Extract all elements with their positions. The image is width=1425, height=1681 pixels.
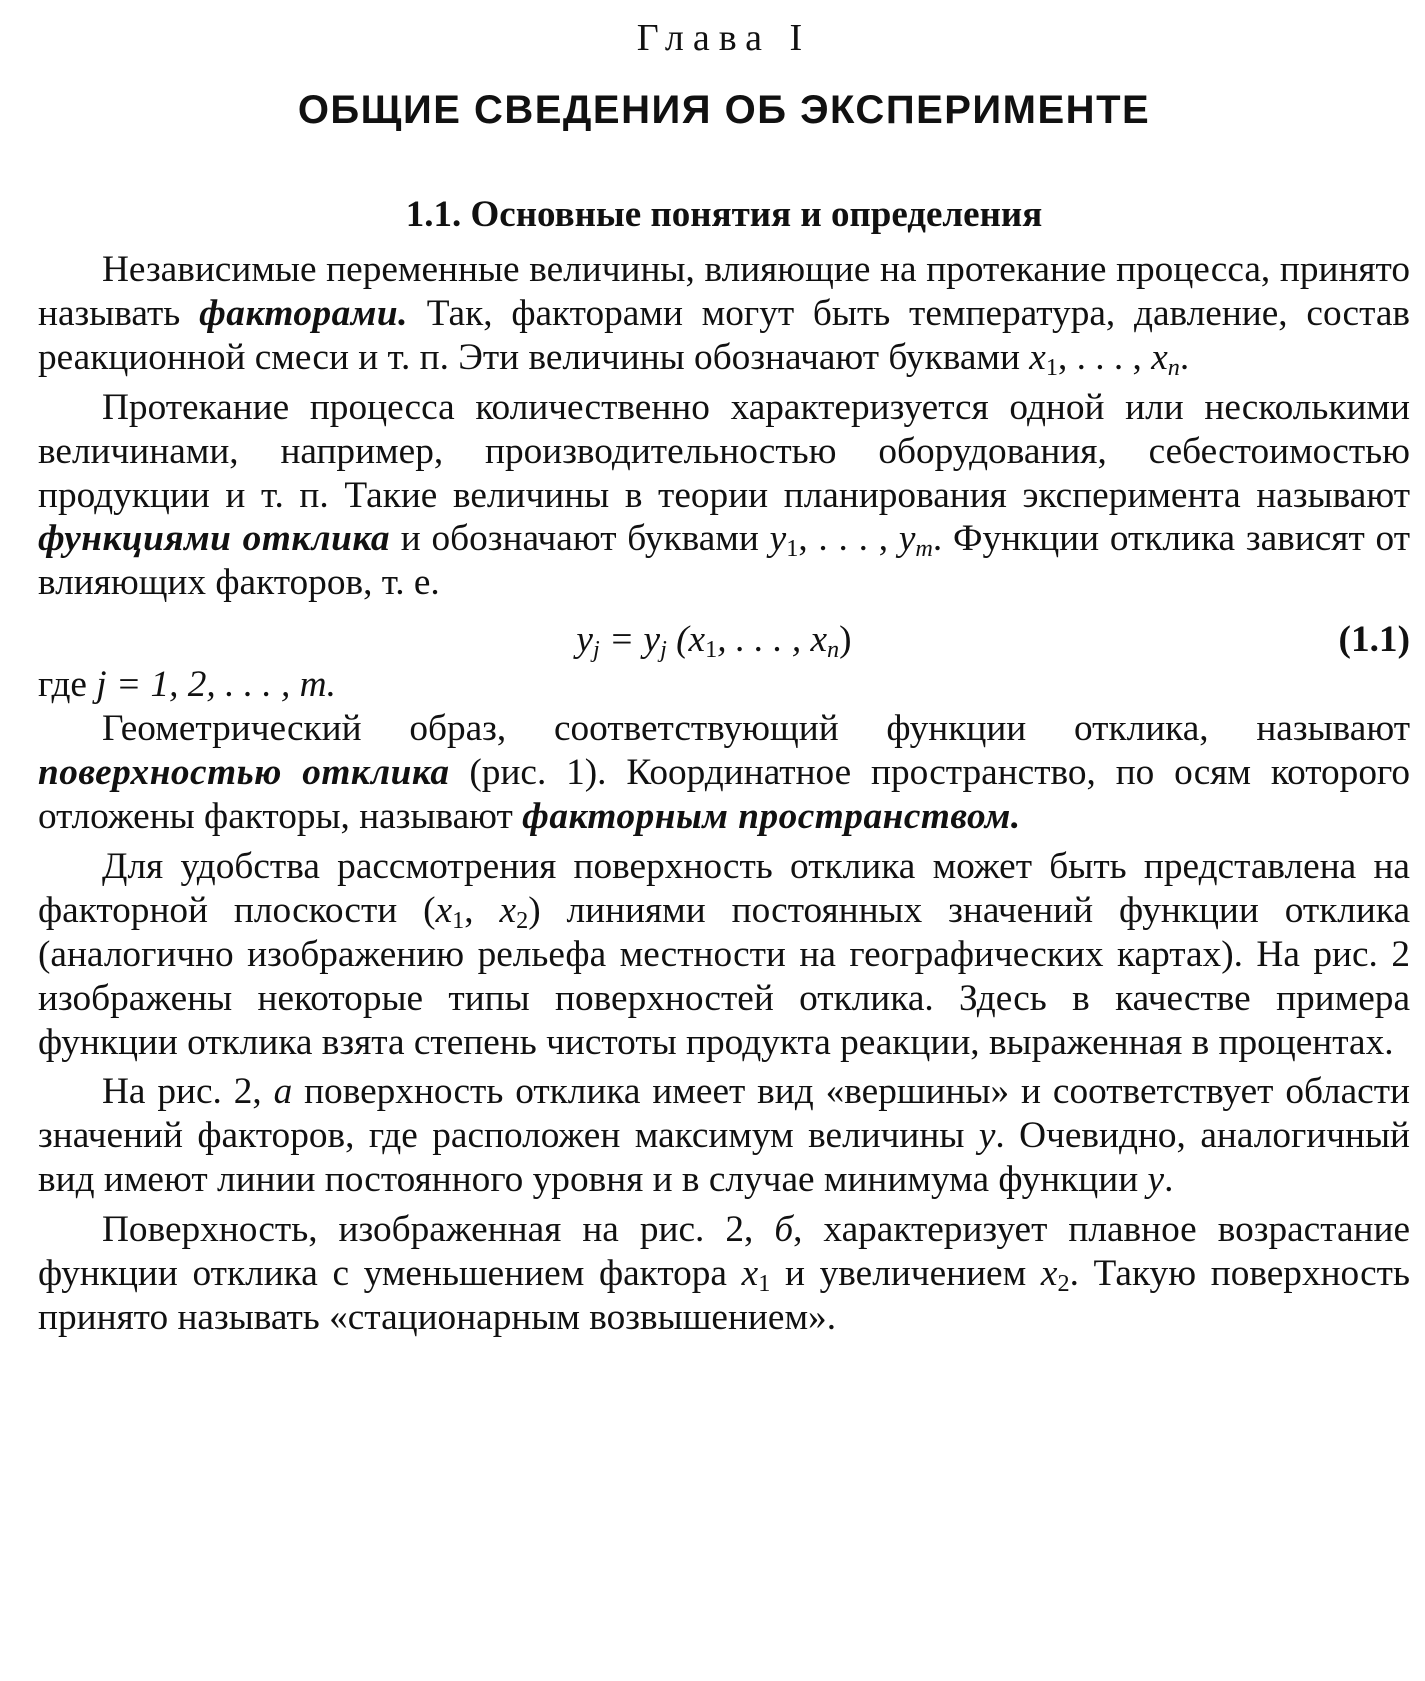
- subscript: 1: [758, 1270, 771, 1298]
- equation-number: (1.1): [1338, 619, 1410, 661]
- section-title: 1.1. Основные понятия и определения: [405, 194, 1043, 235]
- paragraph-text: ) линиями постоянных значений функции отклика (аналогично изображению рельефа местности на географических картах). На рис. 2 изображены некоторые типы поверхностей отклика. Здесь в качестве примера функции отклика взята степень чистоты продукта реакции, выраженная в процентах.: [38, 889, 1410, 1063]
- subscript: 1: [786, 535, 799, 563]
- where-label: где: [38, 664, 97, 706]
- subscript: j: [660, 636, 667, 664]
- variable-y: y: [898, 518, 916, 560]
- term-factor-space: факторным пространством.: [522, 795, 1021, 837]
- eq-lhs: y: [576, 619, 593, 661]
- eq-rhs: = y: [599, 619, 661, 661]
- figure-part-label: б: [774, 1209, 794, 1251]
- variable-y: y: [978, 1115, 996, 1157]
- paragraph-text: На рис. 2,: [102, 1071, 274, 1113]
- subscript: m: [915, 535, 933, 563]
- paragraph-factors: [38, 248, 1410, 380]
- where-clause: [38, 663, 1410, 707]
- paragraph-figure-2b: [38, 1208, 1410, 1340]
- where-expression: j = 1, 2, . . . , m.: [96, 664, 336, 706]
- subscript: n: [827, 636, 840, 664]
- subscript: 2: [516, 906, 529, 934]
- paragraph-text: Геометрический образ, соответствующий функции отклика, называют: [102, 708, 1410, 750]
- variable-x: x: [1151, 336, 1168, 378]
- subscript: 1: [452, 906, 465, 934]
- ellipsis: , . . . ,: [1057, 336, 1152, 378]
- variable-y: y: [1147, 1159, 1165, 1201]
- chapter-title: ОБЩИЕ СВЕДЕНИЯ ОБ ЭКСПЕРИМЕНТЕ: [297, 88, 1151, 132]
- figure-part-label: а: [273, 1071, 293, 1113]
- variable-y: y: [769, 518, 787, 560]
- paragraph-text: и обозначают буквами: [389, 518, 770, 560]
- subscript: j: [592, 636, 600, 664]
- punctuation: ,: [464, 889, 500, 931]
- term-response-functions: функциями отклика: [38, 518, 390, 560]
- paragraph-response-functions: [38, 386, 1410, 606]
- paragraph-text: поверхность отклика имеет вид «вершины» и соответствует области значений факторов, где расположен максимум величины: [38, 1071, 1410, 1157]
- variable-x: x: [499, 889, 517, 931]
- eq-args: (x: [666, 619, 706, 661]
- chapter-label: Глава I: [636, 17, 812, 59]
- paragraph-factor-plane: [38, 845, 1410, 1065]
- paragraph-text: . Такую поверхность принято называть «стационарным возвышением».: [38, 1253, 1410, 1338]
- paragraph-text: . Функции отклика зависят от влияющих факторов, т. е.: [38, 518, 1410, 604]
- variable-x: x: [1029, 336, 1046, 378]
- subscript: 1: [705, 636, 718, 664]
- equation-1-1: [38, 617, 1410, 663]
- eq-args: ): [839, 619, 852, 661]
- term-response-surface: поверхностью отклика: [38, 752, 450, 794]
- variable-x: x: [741, 1253, 759, 1295]
- subscript: 2: [1057, 1270, 1070, 1298]
- paragraph-text: Независимые переменные величины, влияющие на протекание процесса, принято называть: [38, 249, 1410, 334]
- paragraph-figure-2a: [38, 1070, 1410, 1202]
- paragraph-text: Для удобства рассмотрения поверхность отклика может быть представлена на факторной плоскости (: [38, 845, 1410, 931]
- paragraph-text: Протекание процесса количественно характеризуется одной или несколькими величинами, например, производительностью оборудования, себестоимостью продукции и т. п. Такие величины в теории планирования эксперимента называют: [38, 386, 1410, 516]
- paragraph-text: Поверхность, изображенная на рис. 2,: [102, 1209, 775, 1251]
- subscript: 1: [1045, 353, 1058, 381]
- book-page: [38, 14, 1410, 1664]
- paragraph-text: . Очевидно, аналогичный вид имеют линии постоянного уровня и в случае минимума функции: [38, 1115, 1410, 1201]
- variable-x: x: [435, 889, 453, 931]
- equation-body: [38, 618, 1320, 662]
- subscript: n: [1167, 353, 1180, 381]
- paragraph-text: , характеризует плавное возрастание функции отклика с уменьшением фактора: [38, 1209, 1411, 1295]
- punctuation: .: [1179, 336, 1190, 378]
- ellipsis: , . . . ,: [798, 518, 899, 560]
- punctuation: .: [1164, 1159, 1174, 1201]
- term-factors: факторами.: [199, 292, 408, 334]
- body-text: [38, 248, 1410, 1340]
- paragraph-text: Так, факторами могут быть температура, давление, состав реакционной смеси и т. п. Эти величины обозначают буквами: [38, 292, 1410, 378]
- variable-x: x: [1040, 1253, 1058, 1295]
- paragraph-response-surface: [38, 707, 1410, 839]
- paragraph-text: и увеличением: [770, 1253, 1041, 1295]
- paragraph-text: (рис. 1). Координатное пространство, по осям которого отложены факторы, называют: [38, 752, 1410, 837]
- eq-args: , . . . , x: [717, 619, 828, 661]
